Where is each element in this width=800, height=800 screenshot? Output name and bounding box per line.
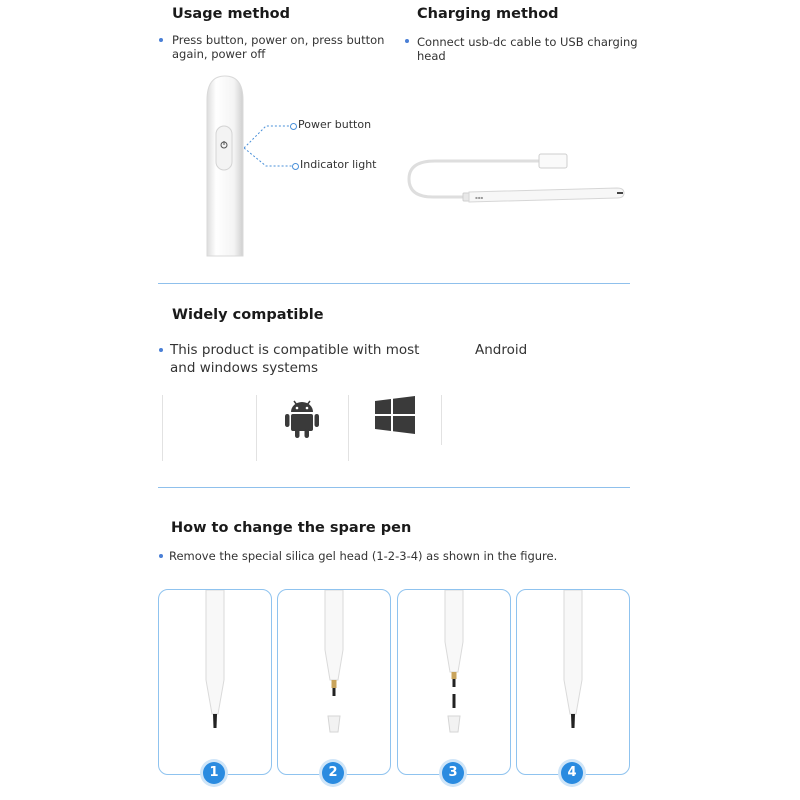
compat-title: Widely compatible xyxy=(172,307,324,323)
power-button-label: Power button xyxy=(298,118,372,131)
spare-description: Remove the special silica gel head (1-2-3-4) as shown in the figure. xyxy=(169,549,558,563)
bullet-icon xyxy=(159,348,163,352)
step-badge-4: 4 xyxy=(561,762,583,784)
step-card-2 xyxy=(277,589,391,775)
divider xyxy=(256,395,257,461)
callout-dot-icon xyxy=(290,123,297,130)
usage-title: Usage method xyxy=(172,6,290,22)
step-card-4 xyxy=(516,589,630,775)
step-card-1 xyxy=(158,589,272,775)
bullet-icon xyxy=(405,39,409,43)
divider xyxy=(348,395,349,461)
indicator-light-label: Indicator light xyxy=(300,158,377,171)
spare-title: How to change the spare pen xyxy=(171,520,412,536)
usage-description: Press button, power on, press button again, power off xyxy=(172,33,385,61)
divider xyxy=(162,395,163,461)
svg-text:▪▪▪: ▪▪▪ xyxy=(475,195,484,200)
section-divider xyxy=(158,487,630,488)
section-divider xyxy=(158,283,630,284)
step-card-3 xyxy=(397,589,511,775)
stylus-new-tip-illustration xyxy=(398,590,510,774)
android-label: Android xyxy=(475,342,528,358)
charging-cable-illustration xyxy=(405,145,635,210)
stylus-removed-tip-illustration xyxy=(278,590,390,774)
charging-description: Connect usb-dc cable to USB charging head xyxy=(417,35,638,63)
compat-description: This product is compatible with most and windows systems xyxy=(170,342,420,376)
divider xyxy=(441,395,442,445)
callout-dot-icon xyxy=(292,163,299,170)
stylus-with-tip-illustration xyxy=(159,590,271,774)
step-badge-1: 1 xyxy=(203,762,225,784)
step-badge-2: 2 xyxy=(322,762,344,784)
stylus-assembled-illustration xyxy=(517,590,629,774)
windows-icon xyxy=(375,396,415,434)
android-icon xyxy=(283,397,321,439)
step-badge-3: 3 xyxy=(442,762,464,784)
bullet-icon xyxy=(159,554,163,558)
bullet-icon xyxy=(159,38,163,42)
charging-title: Charging method xyxy=(417,6,559,22)
